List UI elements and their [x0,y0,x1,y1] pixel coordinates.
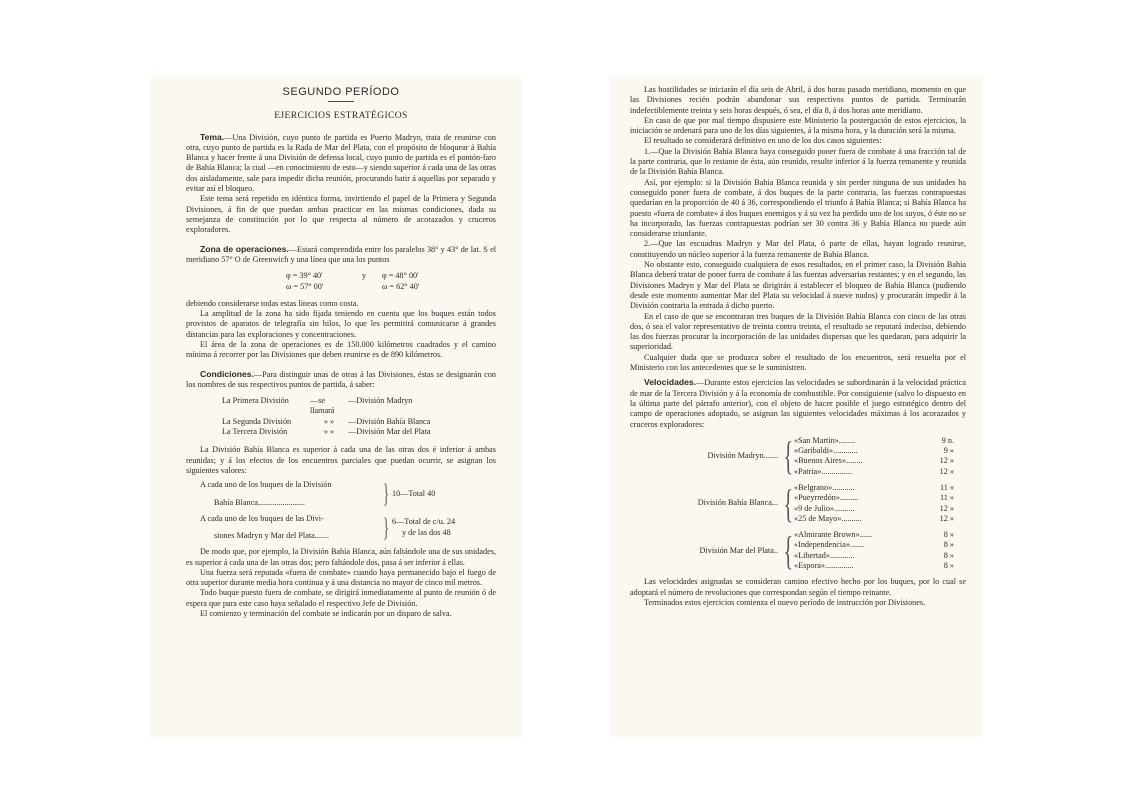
group-name: División Mar del Plata.. [699,545,778,555]
ship-speed: 8 » [943,540,954,550]
ship-row [794,483,954,493]
coord-phi-2: φ = 48° 00' [382,271,419,281]
coord-omega-2: ω = 62° 40' [382,282,420,292]
ship-name: «Independencia»....... [794,540,865,550]
ship-speed: 8 » [943,530,954,540]
ship-speed: 12 » [939,466,954,476]
group-name: División Bahía Blanca... [697,498,778,508]
division-verb: —se llamará [310,396,335,416]
paragraph-caso-1: 1.—Que la División Bahía Blanca haya conseguido poner fuera de combate á una fracción tal de la parte contraria, que lo restante de ésta, aún reunido, resulte inferior á la fuerza remanente y reunida de la División Bahía Blanca. [630,146,966,177]
ship-name: «Garibaldi»............ [794,446,858,456]
zona-text: —Estará comprendida entre los paralelos 38° y 43° de lat. S el meridiano 57° O de Greenwich y una línea que una los puntos [186,244,496,264]
ship-name: «Belgrano»........... [794,482,855,492]
left-page [150,77,522,737]
ship-speed: 11 » [939,482,954,492]
section-subtitle: EJERCICIOS ESTRATÉGICOS [274,111,408,122]
value-total: 6—Total de c/u. 24 [392,517,456,527]
value-label: A cada uno de los buques de las Divi- [200,514,324,524]
paragraph-no-obstante: No obstante esto, conseguido cualquiera de esos resultados, en el primer caso, la División Bahía Blanca deberá tratar de poner fuera de combate á las fuerzas adversarias restantes; y en el segundo, las Divisiones Madryn y Mar del Plata se dirigirán á establecer el bloqueo de Bahía Blanca (pudiendo desde este momento aumentar Mar del Plata su velocidad á nueve nudos) y procurarán impedir á la División contraria la entrada á dicho puerto. [630,260,966,311]
brace-icon: { [783,527,794,573]
condiciones-keyword: Condiciones. [200,368,254,379]
value-assignment-1 [200,480,496,508]
paragraph-hostilidades: Las hostilidades se iniciarán el día seis de Abril, á dos horas pasado meridiano, momento en que las Divisiones recién podrán abandonar sus respectivos puntos de partida. Terminarán indefectiblemente treinta y seis horas después, ó sea, el día 8, á dos horas ante meridiano. [630,85,966,115]
brace-icon: } [383,512,390,542]
division-name: —División Madryn [348,396,413,406]
paragraph-revoluciones: Las velocidades asignadas se consideran camino efectivo hecho por los buques, por lo cual se adoptará el número de revoluciones que correspondan según el tiempo reinante. [630,577,966,597]
section-title: SEGUNDO PERÍODO [282,86,400,98]
ship-speed: 9 » [943,446,954,456]
division-name: —División Mar del Plata [348,427,431,437]
ship-speed: 8 » [943,550,954,560]
ship-name: «Buenos Aires»........ [794,456,863,466]
condiciones-paragraph-2: La División Bahía Blanca es superior á cada una de las otras dos é inferior á ambas reunidas; y á los efectos de los encuentros parciales que puedan ocurrir, se asignan los siguientes valores: [186,445,496,475]
speed-table [660,433,966,573]
condiciones-paragraph-5: Todo buque puesto fuera de combate, se dirigirá inmediatamente al punto de reunión ó de espera que para este caso haya señalado el respectivo Jefe de División. [186,588,496,608]
brace-icon: } [383,479,390,509]
right-page [610,77,982,737]
ship-row [794,436,954,446]
group-name: División Madryn....... [707,451,778,461]
condiciones-paragraph-6: El comienzo y terminación del combate se indicarán por un disparo de salva. [200,608,452,618]
division-ordinal: La Tercera División [222,427,288,437]
ship-row [794,493,954,503]
ship-row [794,530,954,540]
ship-row [794,561,954,571]
value-total: 10—Total 40 [392,489,436,499]
brace-icon: { [783,433,794,479]
paragraph-terminados: Terminados estos ejercicios comienza el nuevo período de instrucción por Divisiones. [644,597,926,607]
zona-keyword: Zona de operaciones. [200,243,289,254]
ship-speed: 8 » [943,561,954,571]
velocidades-paragraph [630,377,966,429]
zona-paragraph-3: El área de la zona de operaciones es de 150.000 kilómetros cuadrados y el camino mínimo á recorrer por las Divisiones que deben reunirse es de 890 kilómetros. [186,339,496,360]
ship-name: «Patria»............... [794,466,852,476]
coord-conjunction: y [361,271,367,281]
paragraph-indeciso: En el caso de que se encontraran tres buques de la División Bahía Blanca con cinco de las otras dos, ó sea el valor representativo de treinta contra treinta, el resultado se reputará indeciso, debiendo las dos fuerzas procurar la incorporación de las unidades dispersas que les quedaran, para adquirir la superioridad. [630,311,966,352]
ship-row [794,467,954,477]
ship-speed: 12 » [939,503,954,513]
division-row [222,417,496,427]
tema-paragraph-2: Este tema será repetido en idéntica forma, invirtiendo el papel de la Primera y Segunda Divisiones, á fin de que puedan ambas practicar en las mismas condiciones, dada su semejanza de constitución por lo que respecta al número de acorazados y cruceros exploradores. [186,194,496,235]
velocidades-text: —Durante estos ejercicios las velocidades se subordinarán á la velocidad práctica de mar de la Tercera División y á la economía de combustible. Por consiguiente (salvo lo dispuesto en la última parte del párrafo anterior), con el objeto de hacer posible el juego estratégico dentro del campo de operaciones adoptado, se asignan las siguientes velocidades máximas á los acorazados y cruceros exploradores: [630,378,966,429]
ship-row [794,456,954,466]
ship-row [794,504,954,514]
ship-speed: 12 » [939,513,954,523]
coord-phi-1: φ = 39° 40' [286,271,323,281]
title-divider [328,101,354,102]
value-label: A cada uno de los buques de la División [200,480,332,490]
condiciones-text: —Para distinguir unas de otras á las Divisiones, éstas se designarán con los nombres de sus respectivos puntos de partida, á saber: [186,369,496,389]
ship-name: «Almirante Brown»...... [794,530,872,540]
paragraph-resultado: El resultado se considerará definitivo en uno de los dos casos siguientes: [644,136,882,146]
ship-row [794,551,954,561]
ship-list [794,436,954,477]
ship-speed: 9 n. [941,435,954,445]
division-ordinal: La Segunda División [222,416,292,426]
ship-speed: 11 » [939,493,954,503]
ship-name: «Pueyrredón»......... [794,493,859,503]
division-verb: » » [323,416,335,426]
paragraph-dudas: Cualquier duda que se produzca sobre el resultado de los encuentros, será resuelta por el Ministerio con los antecedentes que se le suministren. [630,352,966,373]
value-label: Bahía Blanca....................... [214,497,305,507]
zona-paragraph [186,244,496,266]
tema-keyword: Tema. [200,131,225,142]
ship-list [794,530,954,571]
value-assignment-2 [200,514,496,541]
division-ordinal: La Primera División [222,396,289,406]
ship-list [794,483,954,524]
division-row [222,427,496,437]
coordinates-block [286,271,496,293]
zona-after: debiendo considerarse todas estas líneas como costa. [186,298,359,308]
velocidades-keyword: Velocidades. [644,377,697,388]
division-row [222,396,496,417]
value-label: siones Madryn y Mar del Plata....... [214,530,330,540]
division-name: —División Bahía Blanca [348,416,431,426]
zona-paragraph-2: La amplitud de la zona ha sido fijada teniendo en cuenta que los buques están todos provistos de aparatos de telegrafía sin hilos, lo que les permitirá comunicarse á grandes distancias para las exploraciones y concentraciones. [186,309,496,339]
ship-name: «Libertad»............ [794,550,855,560]
condiciones-paragraph-3: De modo que, por ejemplo, la División Bahía Blanca, aún faltándole una de sus unidades, es superior á cada una de las otras dos; pero faltándole dos, pasa á ser inferior á ellas. [186,547,496,567]
ship-row [794,540,954,550]
value-total: y de las dos 48 [402,527,451,537]
condiciones-paragraph-4: Una fuerza será reputada «fuera de combate» cuando haya permanecido bajo el fuego de otra superior durante media hora continua y á una distancia no mayor de cinco mil metros. [186,567,496,588]
paragraph-postergacion: En caso de que por mal tiempo dispusiere este Ministerio la postergación de estos ejercicios, la iniciación se ordenará para uno de los días siguientes, á la misma hora, y la duración será la misma. [630,115,966,136]
ship-name: «Espora».............. [794,561,854,571]
paragraph-caso-2: 2.—Que las escuadras Madryn y Mar del Plata, ó parte de ellas, hayan logrado reunirse, constituyendo un núcleo superior á la fuerza remanente de Bahía Blanca. [630,239,966,259]
condiciones-paragraph [186,369,496,391]
ship-name: «25 de Mayo».......... [794,513,862,523]
division-verb: » » [323,427,335,437]
ship-name: «San Martín»........ [794,435,856,445]
division-names [222,396,496,437]
coord-omega-1: ω = 57° 00' [286,282,324,292]
ship-name: «9 de Julio».......... [794,503,855,513]
tema-text: —Una División, cuyo punto de partida es Puerto Madryn, trata de reunirse con otra, cuyo punto de partida es la Rada de Mar del Plata, con el propósito de bloquear á Bahía Blanca y hacer frente á una División de defensa local, cuyo punto de partida es el pontón-faro de Bahía Blanca; la cual —en conocimiento de esto—y siendo superior á cada una de las otras dos aisladamente, sale para impedir dicha reunión, procurando batir á aquellas por separado y evitar así el bloqueo. [186,132,496,194]
paragraph-ejemplo: Así, por ejemplo: si la División Bahía Blanca reunida y sin perder ninguna de sus unidades ha conseguido poner fuera de combate, á dos buques de la parte contraria, las fuerzas contrapuestas quedarían en la proporción de 40 á 36, correspondiendo el triunfo á Bahía Blanca; si Bahía Blanca ha puesto «fuera de combate» á dos buques enemigos y á su vez ha perdido uno de los suyos, ó éste no se ha incorporado, las fuerzas contrapuestas podrían ser 30 contra 36 y Bahía Blanca no puede aún considerarse triunfante. [630,177,966,239]
ship-row [794,446,954,456]
ship-row [794,514,954,524]
tema-paragraph [186,132,496,195]
ship-speed: 12 » [939,456,954,466]
brace-icon: { [783,480,794,526]
